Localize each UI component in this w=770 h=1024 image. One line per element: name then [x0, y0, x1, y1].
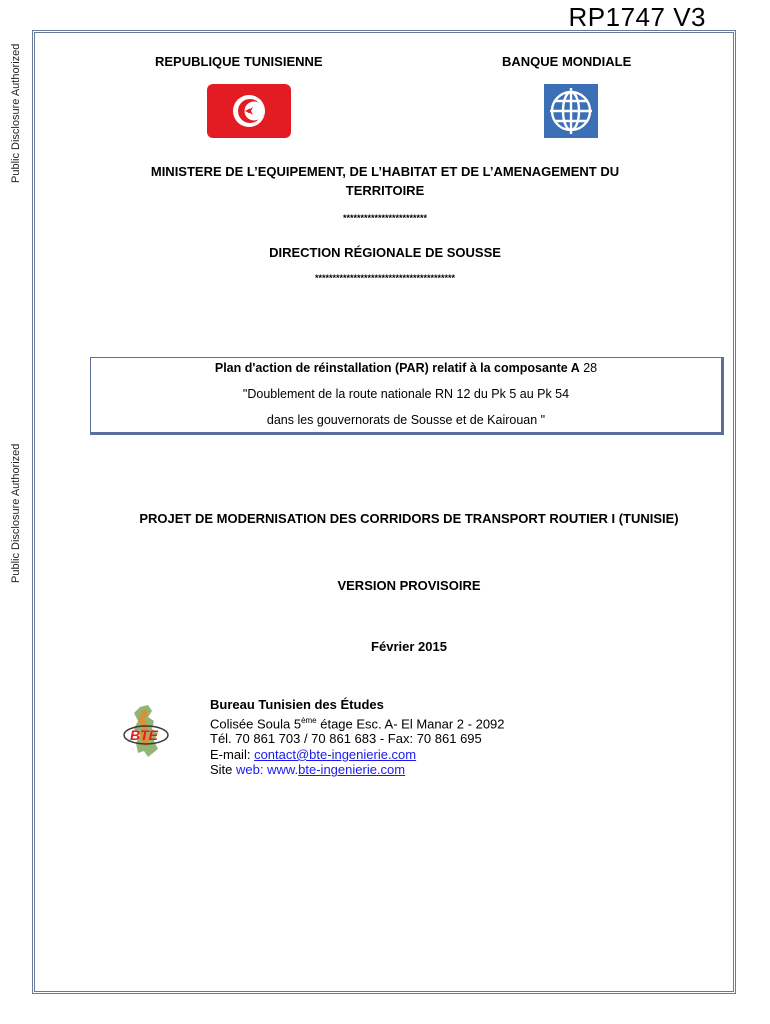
- disclosure-mark-middle: Public Disclosure Authorized: [10, 443, 22, 583]
- bte-email-label: E-mail:: [210, 746, 255, 762]
- bte-web-link[interactable]: bte-ingenierie.com: [298, 762, 406, 778]
- tunisia-flag-icon: [207, 84, 291, 138]
- header-banque: BANQUE MONDIALE: [502, 54, 632, 69]
- bte-email-line: [210, 747, 505, 763]
- separator-stars-2: ****************************************: [314, 273, 456, 283]
- par-title-bold: Plan d'action de réinstallation (PAR) relatif à la composante A: [214, 361, 580, 375]
- bte-company-name: Bureau Tunisien des Études: [210, 697, 384, 712]
- ministry-title-line2: TERRITOIRE: [345, 183, 425, 198]
- document-date: Février 2015: [371, 639, 447, 654]
- separator-stars-1: ************************: [342, 213, 428, 223]
- par-title-box: [90, 357, 724, 435]
- document-id: RP1747 V3: [568, 2, 706, 32]
- par-subtitle-line2: dans les gouvernorats de Sousse et de Kairouan ": [266, 413, 546, 427]
- header-republique: REPUBLIQUE TUNISIENNE: [155, 54, 323, 69]
- bte-web-label: Site: [210, 762, 237, 778]
- bte-web-prefix: web: www.: [236, 762, 299, 778]
- par-title-number: 28: [579, 361, 598, 375]
- project-title: PROJET DE MODERNISATION DES CORRIDORS DE TRANSPORT ROUTIER I (TUNISIE): [139, 511, 679, 526]
- bte-logo-text: BTE: [130, 727, 158, 743]
- bte-address-pre: Colisée Soula 5: [210, 715, 302, 731]
- bte-address-sup: ème: [301, 715, 317, 725]
- world-bank-logo-icon: [544, 84, 598, 138]
- direction-regionale: DIRECTION RÉGIONALE DE SOUSSE: [269, 245, 501, 260]
- par-title: [91, 361, 721, 375]
- bte-address: [210, 713, 505, 732]
- bte-address-post: étage Esc. A- El Manar 2 - 2092: [316, 715, 505, 731]
- bte-contact-block: [210, 697, 505, 778]
- par-subtitle-line1: "Doublement de la route nationale RN 12 du Pk 5 au Pk 54: [242, 387, 570, 401]
- ministry-title: [40, 162, 730, 200]
- bte-email-link[interactable]: contact@bte-ingenierie.com: [254, 746, 417, 762]
- version-label: VERSION PROVISOIRE: [337, 578, 481, 593]
- bte-phone-fax: Tél. 70 861 703 / 70 861 683 - Fax: 70 861 695: [210, 731, 482, 747]
- bte-web-line: [210, 762, 505, 778]
- bte-logo-icon: [118, 703, 174, 761]
- disclosure-mark-top: Public Disclosure Authorized: [10, 43, 22, 183]
- ministry-title-line1: MINISTERE DE L’EQUIPEMENT, DE L’HABITAT ET DE L’AMENAGEMENT DU: [150, 164, 620, 179]
